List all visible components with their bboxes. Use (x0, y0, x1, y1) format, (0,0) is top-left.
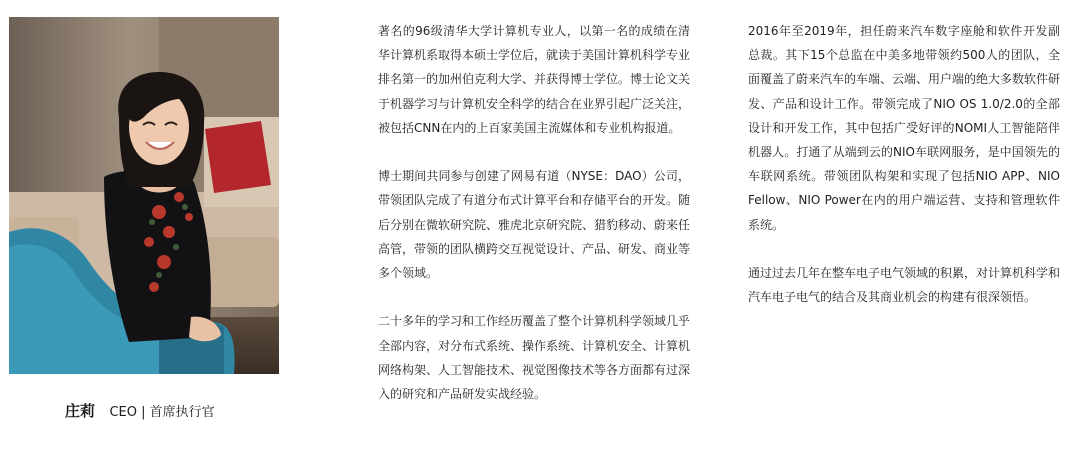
bio-column-2 (748, 19, 1060, 334)
bio-paragraph: 博士期间共同参与创建了网易有道（NYSE：DAO）公司，带领团队完成了有道分布式计算平台和存储平台的开发。随后分别在微软研究院、雅虎北京研究院、猎豹移动、蔚来任高管，带领的团队横跨交互视觉设计、产品、研发、商业等多个领域。 (378, 169, 691, 281)
profile-caption (65, 401, 215, 423)
profile-photo (9, 17, 279, 374)
bio-paragraph: 2016年至2019年，担任蔚来汽车数字座舱和软件开发副总裁。其下15个总监在中美多地带领约500人的团队，全面覆盖了蔚来汽车的车端、云端、用户端的绝大多数软件研发、产品和设计工作。带领完成了NIO OS 1.0/2.0的全部设计和开发工作，其中包括广受好评的NOMI人工智能陪伴机器人。打通了从端到云的NIO车联网服务，是中国领先的车联网系统。带领团队构架和实现了包括NIO APP、NIO Fellow、NIO Power在内的用户端运营、支持和管理软件系统。 (748, 24, 1061, 232)
portrait-photo-icon (9, 17, 279, 374)
bio-column-1 (378, 19, 690, 430)
profile-name: 庄莉 (65, 402, 96, 420)
bio-paragraph: 二十多年的学习和工作经历覆盖了整个计算机科学领域几乎全部内容，对分布式系统、操作系统、计算机安全、计算机网络构架、人工智能技术、视觉图像技术等各方面都有过深入的研究和产品研发实战经验。 (378, 314, 691, 402)
bio-paragraph: 通过过去几年在整车电子电气领域的积累，对计算机科学和汽车电子电气的结合及其商业机会的构建有很深领悟。 (748, 266, 1061, 305)
profile-role: CEO | 首席执行官 (109, 405, 215, 420)
bio-paragraph: 著名的96级清华大学计算机专业人，以第一名的成绩在清华计算机系取得本硕士学位后，就读于美国计算机科学专业排名第一的加州伯克利大学、并获得博士学位。博士论文关于机器学习与计算机安全科学的结合在业界引起广泛关注，被包括CNN在内的上百家美国主流媒体和专业机构报道。 (378, 24, 691, 135)
